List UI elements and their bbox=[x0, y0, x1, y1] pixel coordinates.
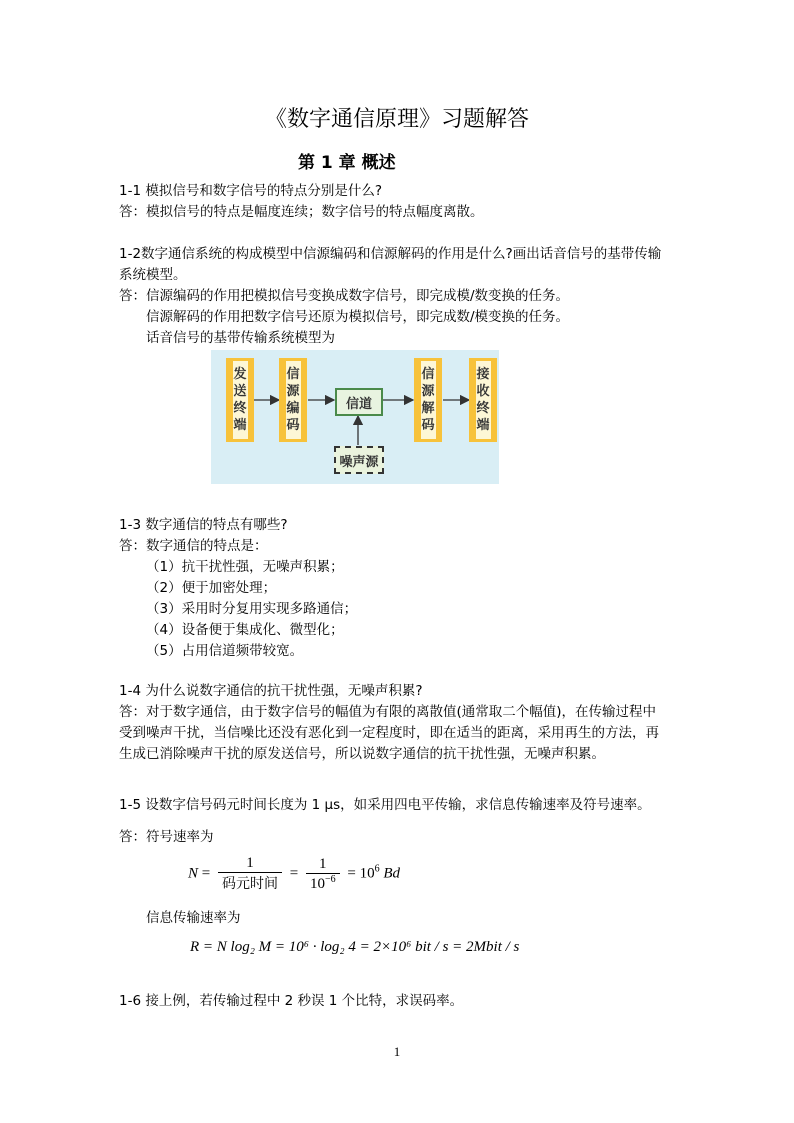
receiver-terminal-label: 接收终端 bbox=[476, 361, 491, 439]
sender-terminal-block bbox=[226, 358, 254, 442]
answer-1-3: 答：数字通信的特点是： bbox=[119, 538, 268, 554]
page-number: 1 bbox=[393, 1044, 401, 1059]
receiver-terminal-block bbox=[469, 358, 497, 442]
chapter-heading: 第 1 章 概述 bbox=[298, 153, 396, 173]
fraction-1 bbox=[218, 855, 282, 893]
question-1-6: 1-6 接上例，若传输过程中 2 秒误 1 个比特，求误码率。 bbox=[119, 993, 464, 1009]
answer-1-5: 答：符号速率为 bbox=[119, 829, 214, 845]
answer-1-2-line2: 信源解码的作用把数字信号还原为模拟信号，即完成数/模变换的任务。 bbox=[146, 309, 570, 325]
result-exponent: 6 bbox=[374, 863, 380, 875]
document-title: 《数字通信原理》习题解答 bbox=[264, 107, 529, 132]
result-base: 10 bbox=[359, 865, 375, 882]
question-1-2-line2: 系统模型。 bbox=[119, 267, 187, 283]
question-1-2-line1: 1-2数字通信系统的构成模型中信源编码和信源解码的作用是什么?画出话音信号的基带传输 bbox=[119, 246, 662, 262]
list-item: （5）占用信道频带较宽。 bbox=[146, 643, 304, 659]
fraction-2-numerator: 1 bbox=[306, 856, 340, 874]
formula-lhs: N bbox=[188, 865, 199, 882]
noise-source-block: 噪声源 bbox=[334, 446, 384, 474]
list-item: （3）采用时分复用实现多路通信； bbox=[146, 601, 358, 617]
list-item: （4）设备便于集成化、微型化； bbox=[146, 622, 344, 638]
answer-1-4-line1: 答：对于数字通信，由于数字信号的幅值为有限的离散值(通常取二个幅值)，在传输过程中 bbox=[119, 704, 657, 720]
answer-1-4-line2: 受到噪声干扰，当信噪比还没有恶化到一定程度时，即在适当的距离，采用再生的方法，再 bbox=[119, 725, 659, 741]
answer-1-2-line1: 答：信源编码的作用把模拟信号变换成数字信号，即完成模/数变换的任务。 bbox=[119, 288, 570, 304]
baseband-transmission-diagram bbox=[211, 350, 499, 484]
question-1-4: 1-4 为什么说数字通信的抗干扰性强，无噪声积累? bbox=[119, 683, 423, 699]
answer-1-1: 答：模拟信号的特点是幅度连续；数字信号的特点幅度离散。 bbox=[119, 204, 484, 220]
question-1-5: 1-5 设数字信号码元时间长度为 1 μs，如采用四电平传输，求信息传输速率及符号速率。 bbox=[119, 797, 651, 813]
denominator-exponent: −6 bbox=[324, 873, 336, 885]
question-1-3: 1-3 数字通信的特点有哪些? bbox=[119, 517, 288, 533]
source-decoder-label: 信源解码 bbox=[421, 361, 436, 439]
source-encoder-block bbox=[279, 358, 307, 442]
fraction-1-numerator: 1 bbox=[218, 855, 282, 873]
result-unit: Bd bbox=[383, 865, 400, 882]
channel-block: 信道 bbox=[335, 388, 383, 416]
info-rate-label: 信息传输速率为 bbox=[146, 910, 241, 926]
fraction-1-denominator: 码元时间 bbox=[221, 876, 278, 892]
fraction-2 bbox=[306, 856, 340, 893]
symbol-rate-formula: N = $\frac{1}{\text{码元时间}}$ = $\frac{1}{10^{-6}}$ = $10^6$ Bd bbox=[188, 855, 400, 892]
source-encoder-label: 信源编码 bbox=[286, 361, 301, 439]
list-item: （2）便于加密处理； bbox=[146, 580, 277, 596]
source-decoder-block bbox=[414, 358, 442, 442]
answer-1-2-line3: 话音信号的基带传输系统模型为 bbox=[146, 330, 335, 346]
info-rate-formula: R = N log₂ M = 10⁶ · log₂ 4 = 2×10⁶ bit / s = 2Mbit / s bbox=[190, 939, 520, 955]
list-item: （1）抗干扰性强，无噪声积累； bbox=[146, 559, 344, 575]
answer-1-4-line3: 生成已消除噪声干扰的原发送信号，所以说数字通信的抗干扰性强，无噪声积累。 bbox=[119, 746, 605, 762]
fraction-2-denominator bbox=[306, 874, 340, 893]
denominator-base: 10 bbox=[309, 875, 325, 892]
question-1-1: 1-1 模拟信号和数字信号的特点分别是什么? bbox=[119, 183, 383, 199]
sender-terminal-label: 发送终端 bbox=[233, 361, 248, 439]
